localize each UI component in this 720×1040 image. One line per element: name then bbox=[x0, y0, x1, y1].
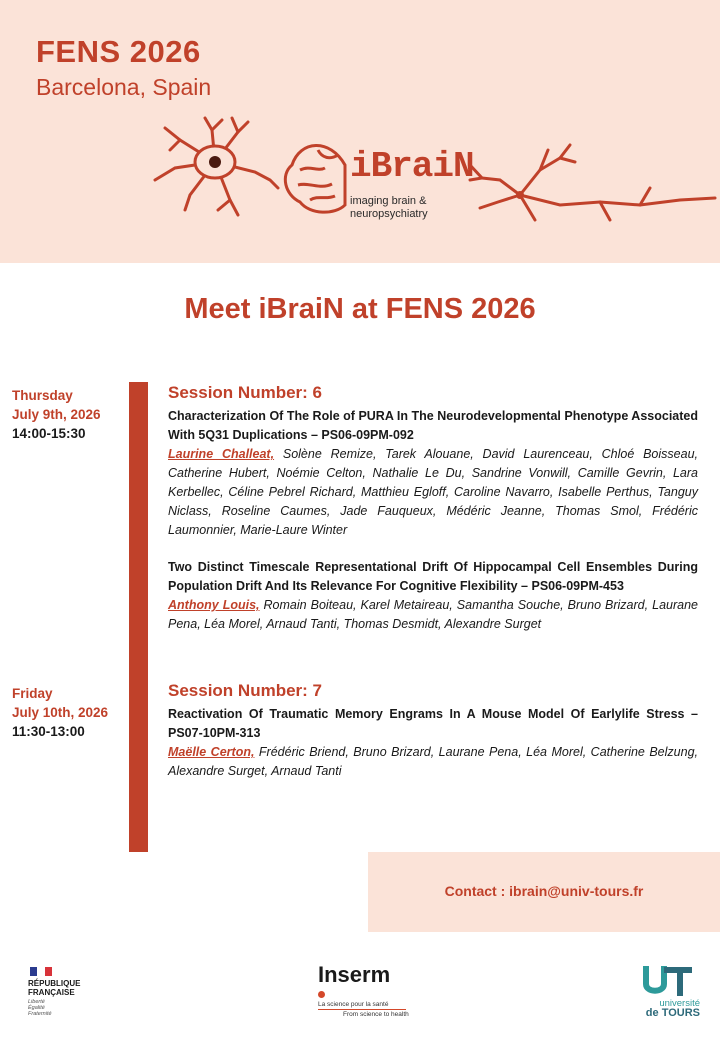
session-heading: Session Number: 6 bbox=[168, 383, 322, 402]
presenting-author: Maëlle Certon, bbox=[168, 745, 255, 759]
inserm-tagline-en: From science to health bbox=[343, 1011, 409, 1018]
session-6 bbox=[168, 383, 698, 652]
marianne-flag-icon bbox=[30, 967, 52, 976]
ibrain-logo: iBraiN bbox=[350, 146, 474, 187]
presenting-author: Anthony Louis, bbox=[168, 598, 260, 612]
event-location: Barcelona, Spain bbox=[36, 74, 212, 100]
tours-label: de TOURS bbox=[645, 1007, 700, 1019]
page-heading: Meet iBraiN at FENS 2026 bbox=[184, 293, 536, 325]
inserm-logo: Inserm bbox=[318, 962, 391, 987]
event-title: FENS 2026 bbox=[36, 34, 201, 69]
author-list bbox=[168, 743, 698, 781]
co-authors: Romain Boiteau, Karel Metaireau, Samantha Souche, Bruno Brizard, Laurane Pena, Léa Morel, Arnaud Tanti, Thomas Desmidt, Alexandre Surget bbox=[168, 598, 698, 631]
header-band bbox=[0, 0, 720, 263]
contact-box bbox=[368, 852, 720, 932]
co-authors: Solène Remize, Tarek Alouane, David Laurenceau, Chloé Boisseau, Catherine Hubert, Noémie Celton, Nathalie Le Du, Sandrine Vonwill, Camille Gevrin, Lara Kerbellec, Céline Pebrel Richard, Matthieu Egloff, Caroline Navarro, Isabelle Perthus, Tanguy Niclass, Roseline Caumes, Jade Fauqueux, Médéric Jeanne, Thomas Smol, Frédéric Laumonnier, Marie-Laure Winter bbox=[168, 447, 698, 537]
author-list bbox=[168, 596, 698, 634]
day-date: July 9th, 2026 bbox=[12, 407, 101, 422]
contact-email[interactable]: Contact : ibrain@univ-tours.fr bbox=[444, 883, 644, 899]
universite-tours-logo-icon bbox=[640, 962, 696, 998]
republique-francaise-logo: RÉPUBLIQUE FRANÇAISE bbox=[28, 979, 81, 997]
day-friday bbox=[12, 684, 108, 741]
session-7 bbox=[168, 681, 698, 799]
abstract-title: Two Distinct Timescale Representational Drift Of Hippocampal Cell Ensembles During Population Drift And Its Relevance For Cognitive Flexibility – PS06-09PM-453 bbox=[168, 560, 698, 593]
presenting-author: Laurine Challeat, bbox=[168, 447, 275, 461]
universite-label: université bbox=[659, 998, 700, 1009]
day-name: Thursday bbox=[12, 388, 73, 403]
republique-motto: Liberté Égalité Fraternité bbox=[28, 999, 52, 1017]
timeline-bar bbox=[129, 382, 148, 852]
author-list bbox=[168, 445, 698, 540]
co-authors: Frédéric Briend, Bruno Brizard, Laurane Pena, Léa Morel, Catherine Belzung, Alexandre Surget, Arnaud Tanti bbox=[168, 745, 698, 778]
day-thursday bbox=[12, 386, 101, 443]
inserm-divider bbox=[318, 1009, 406, 1010]
inserm-dot-icon bbox=[318, 991, 325, 998]
day-date: July 10th, 2026 bbox=[12, 705, 109, 720]
session-heading: Session Number: 7 bbox=[168, 681, 322, 700]
day-name: Friday bbox=[12, 686, 53, 701]
ibrain-tagline: imaging brain & neuropsychiatry bbox=[350, 195, 428, 220]
inserm-tagline-fr: La science pour la santé bbox=[318, 1001, 389, 1008]
day-time: 14:00-15:30 bbox=[12, 426, 86, 441]
day-time: 11:30-13:00 bbox=[12, 724, 85, 739]
abstract-title: Characterization Of The Role of PURA In The Neurodevelopmental Phenotype Associated With 5Q31 Duplications – PS06-09PM-092 bbox=[168, 409, 698, 442]
abstract-title: Reactivation Of Traumatic Memory Engrams In A Mouse Model Of Earlylife Stress – PS07-10PM-313 bbox=[168, 707, 698, 740]
